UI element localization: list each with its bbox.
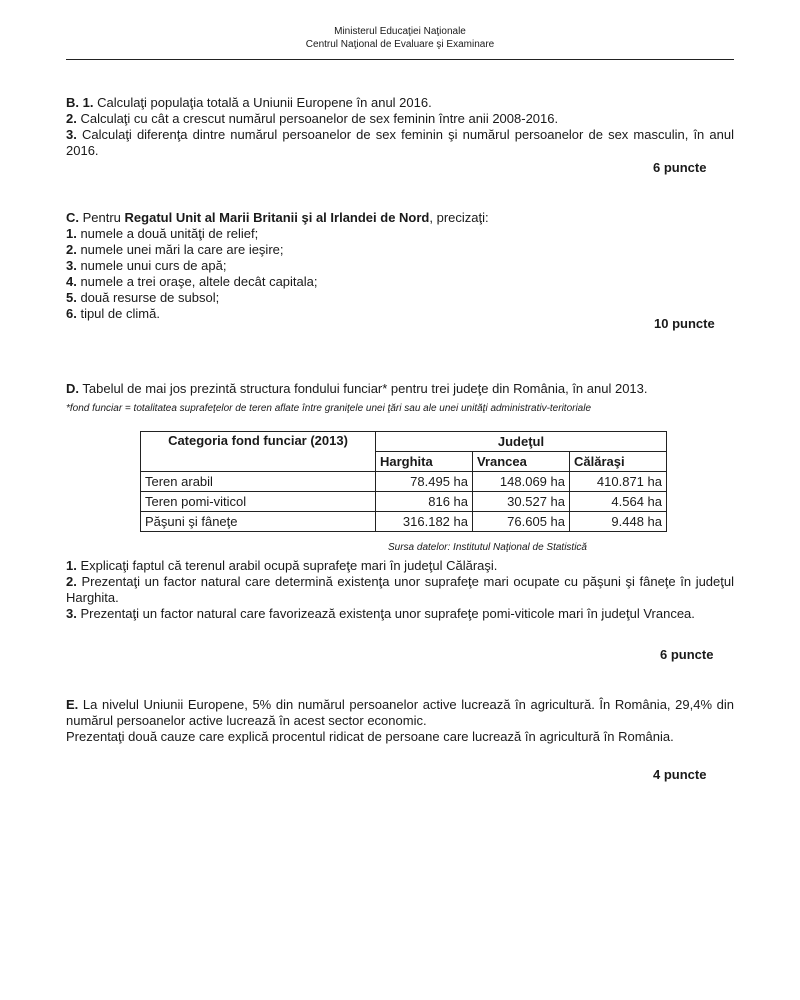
county-group-header: Judeţul [376,432,667,452]
section-c-item: 1. numele a două unităţi de relief; [66,226,259,241]
table-cell: 78.495 ha [376,472,473,492]
table-row [141,472,667,492]
section-d-item-2: 2. Prezentaţi un factor natural care determină existenţa unor suprafeţe mari ocupate cu păşuni şi fâneţe în judeţul Harghita. [66,574,734,605]
section-e-para-1: E. La nivelul Uniunii Europene, 5% din numărul persoanelor active lucrează în agricultură. În România, 29,4% din numărul persoanelor active lucrează în acest sector economic. [66,697,734,728]
section-b-letter: B. [66,95,79,110]
section-d-intro: D. Tabelul de mai jos prezintă structura fondului funciar* pentru trei judeţe din România, în anul 2013. [66,381,648,396]
column-header: Vrancea [473,452,570,472]
section-e-letter: E. [66,697,79,712]
category-header: Categoria fond funciar (2013) [141,432,376,472]
center-name: Centrul Naţional de Evaluare şi Examinare [305,39,495,50]
section-b-item-2: 2. Calculaţi cu cât a crescut numărul persoanelor de sex feminin între anii 2008-2016. [66,111,559,126]
section-d-points: 6 puncte [660,647,714,662]
section-c-item: 3. numele unui curs de apă; [66,258,227,273]
land-fund-table [140,431,667,532]
section-c [66,210,734,322]
table-cell: 410.871 ha [570,472,667,492]
section-d-item-1: 1. Explicaţi faptul că terenul arabil ocupă suprafeţe mari în judeţul Călăraşi. [66,558,498,573]
section-c-item: 6. tipul de climă. [66,306,160,321]
section-b-item-3: 3. Calculaţi diferenţa dintre numărul persoanelor de sex feminin şi numărul persoanelor de sex masculin, în anul 2016. [66,127,734,158]
section-e [66,697,734,745]
table-row [141,492,667,512]
table-cell: 148.069 ha [473,472,570,492]
section-c-intro: C. Pentru Regatul Unit al Marii Britanii şi al Irlandei de Nord, precizaţi: [66,210,489,225]
row-label: Păşuni şi fâneţe [141,512,376,532]
section-b [66,95,734,159]
table-header-row [141,432,667,452]
table-cell: 76.605 ha [473,512,570,532]
section-b-item-1: B. 1. Calculaţi populaţia totală a Uniunii Europene în anul 2016. [66,95,432,110]
section-c-item: 4. numele a trei oraşe, altele decât capitala; [66,274,318,289]
section-c-item: 5. două resurse de subsol; [66,290,220,305]
table-cell: 816 ha [376,492,473,512]
row-label: Teren pomi-viticol [141,492,376,512]
row-label: Teren arabil [141,472,376,492]
table-cell: 316.182 ha [376,512,473,532]
section-d-letter: D. [66,381,79,396]
data-source: Sursa datelor: Institutul Naţional de Statistică [388,542,587,553]
page-header [0,25,800,51]
table-row [141,512,667,532]
section-d-questions [66,558,734,622]
ministry-name: Ministerul Educaţiei Naţionale [334,26,466,37]
section-e-points: 4 puncte [653,767,707,782]
footnote: *fond funciar = totalitatea suprafeţelor de teren aflate între graniţele unei ţări sau ale unei unităţi administrativ-teritoriale [66,403,592,414]
section-c-item: 2. numele unei mări la care are ieşire; [66,242,284,257]
table-cell: 9.448 ha [570,512,667,532]
section-d-item-3: 3. Prezentaţi un factor natural care favorizează existenţa unor suprafeţe pomi-viticole mari în judeţul Vrancea. [66,606,695,621]
table-cell: 30.527 ha [473,492,570,512]
section-b-points: 6 puncte [653,160,707,175]
section-c-points: 10 puncte [654,316,715,331]
column-header: Călăraşi [570,452,667,472]
header-divider [66,59,734,60]
table-cell: 4.564 ha [570,492,667,512]
section-c-letter: C. [66,210,79,225]
country-name: Regatul Unit al Marii Britanii şi al Irlandei de Nord [124,210,430,225]
section-e-para-2: Prezentaţi două cauze care explică procentul ridicat de persoane care lucrează în agricultură în România. [66,729,674,744]
column-header: Harghita [376,452,473,472]
